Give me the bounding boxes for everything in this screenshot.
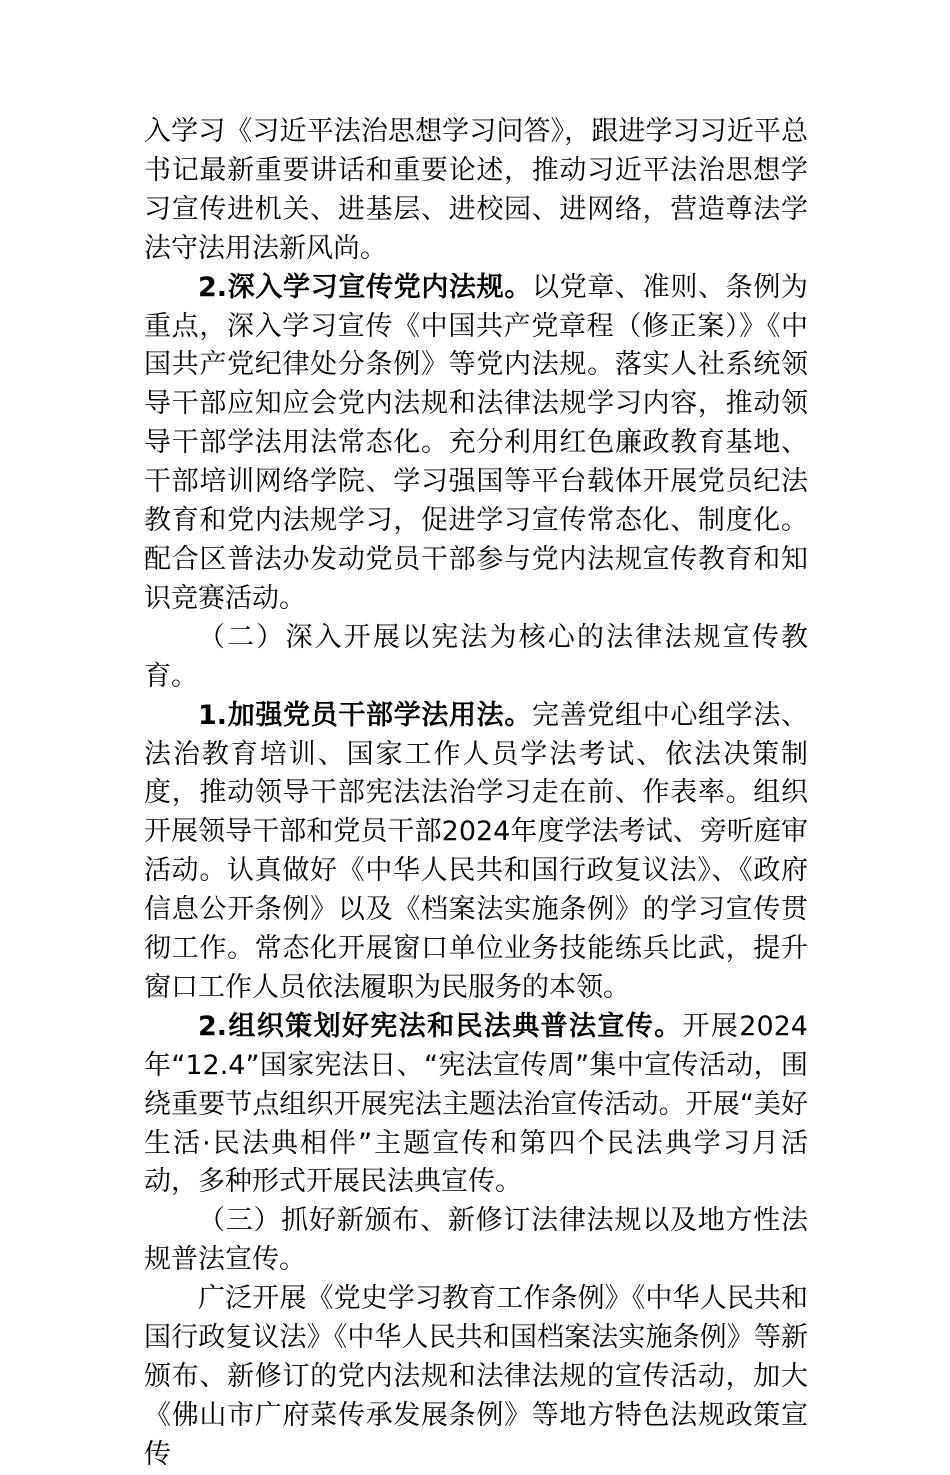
paragraph-4 (144, 1008, 808, 1203)
paragraph-lead-heading: 2.组织策划好宪法和民法典普法宣传。 (198, 1010, 683, 1042)
paragraph-3 (144, 697, 808, 1008)
paragraph-text: 广泛开展《党史学习教育工作条例》《中华人民共和国行政复议法》《中华人民共和国档案法实施条例》等新颁布、新修订的党内法规和法律法规的宣传活动，加大《佛山市广府菜传承发展条例》等地方特色法规政策宣传 (144, 1283, 808, 1470)
paragraph-text: 完善党组中心组学法、法治教育培训、国家工作人员学法考试、依法决策制度，推动领导干部宪法法治学习走在前、作表率。组织开展领导干部和党员干部2024年度学法考试、旁听庭审活动。认真做好《中华人民共和国行政复议法》、《政府信息公开条例》以及《档案法实施条例》的学习宣传贯彻工作。常态化开展窗口单位业务技能练兵比武，提升窗口工作人员依法履职为民服务的本领。 (144, 699, 809, 1003)
paragraph-text: 开展2024年“12.4”国家宪法日、“宪法宣传周”集中宣传活动，围绕重要节点组织开展宪法主题法治宣传活动。开展“美好生活·民法典相伴”主题宣传和第四个民法典学习月活动，多种形式开展民法典宣传。 (144, 1010, 808, 1198)
paragraph-text: 入学习《习近平法治思想学习问答》，跟进学习习近平总书记最新重要讲话和重要论述，推动习近平法治思想学习宣传进机关、进基层、进校园、进网络，营造尊法学法守法用法新风尚。 (144, 116, 808, 264)
section-heading-3 (144, 1202, 808, 1280)
document-page (144, 113, 808, 1475)
paragraph-1 (144, 113, 808, 269)
paragraph-5 (144, 1280, 808, 1475)
section-heading-text: （三）抓好新颁布、新修订法律法规以及地方性法规普法宣传。 (144, 1205, 808, 1276)
paragraph-lead-heading: 1.加强党员干部学法用法。 (198, 699, 533, 731)
paragraph-lead-heading: 2.深入学习宣传党内法规。 (198, 271, 533, 303)
paragraph-2 (144, 269, 808, 619)
section-heading-2 (144, 619, 808, 697)
section-heading-text: （二）深入开展以宪法为核心的法律法规宣传教育。 (144, 621, 808, 692)
paragraph-text: 以党章、准则、条例为重点，深入学习宣传《中国共产党章程（修正案）》《中国共产党纪律处分条例》等党内法规。落实人社系统领导干部应知应会党内法规和法律法规学习内容，推动领导干部学法用法常态化。充分利用红色廉政教育基地、干部培训网络学院、学习强国等平台载体开展党员纪法教育和党内法规学习，促进学习宣传常态化、制度化。配合区普法办发动党员干部参与党内法规宣传教育和知识竞赛活动。 (144, 271, 809, 614)
